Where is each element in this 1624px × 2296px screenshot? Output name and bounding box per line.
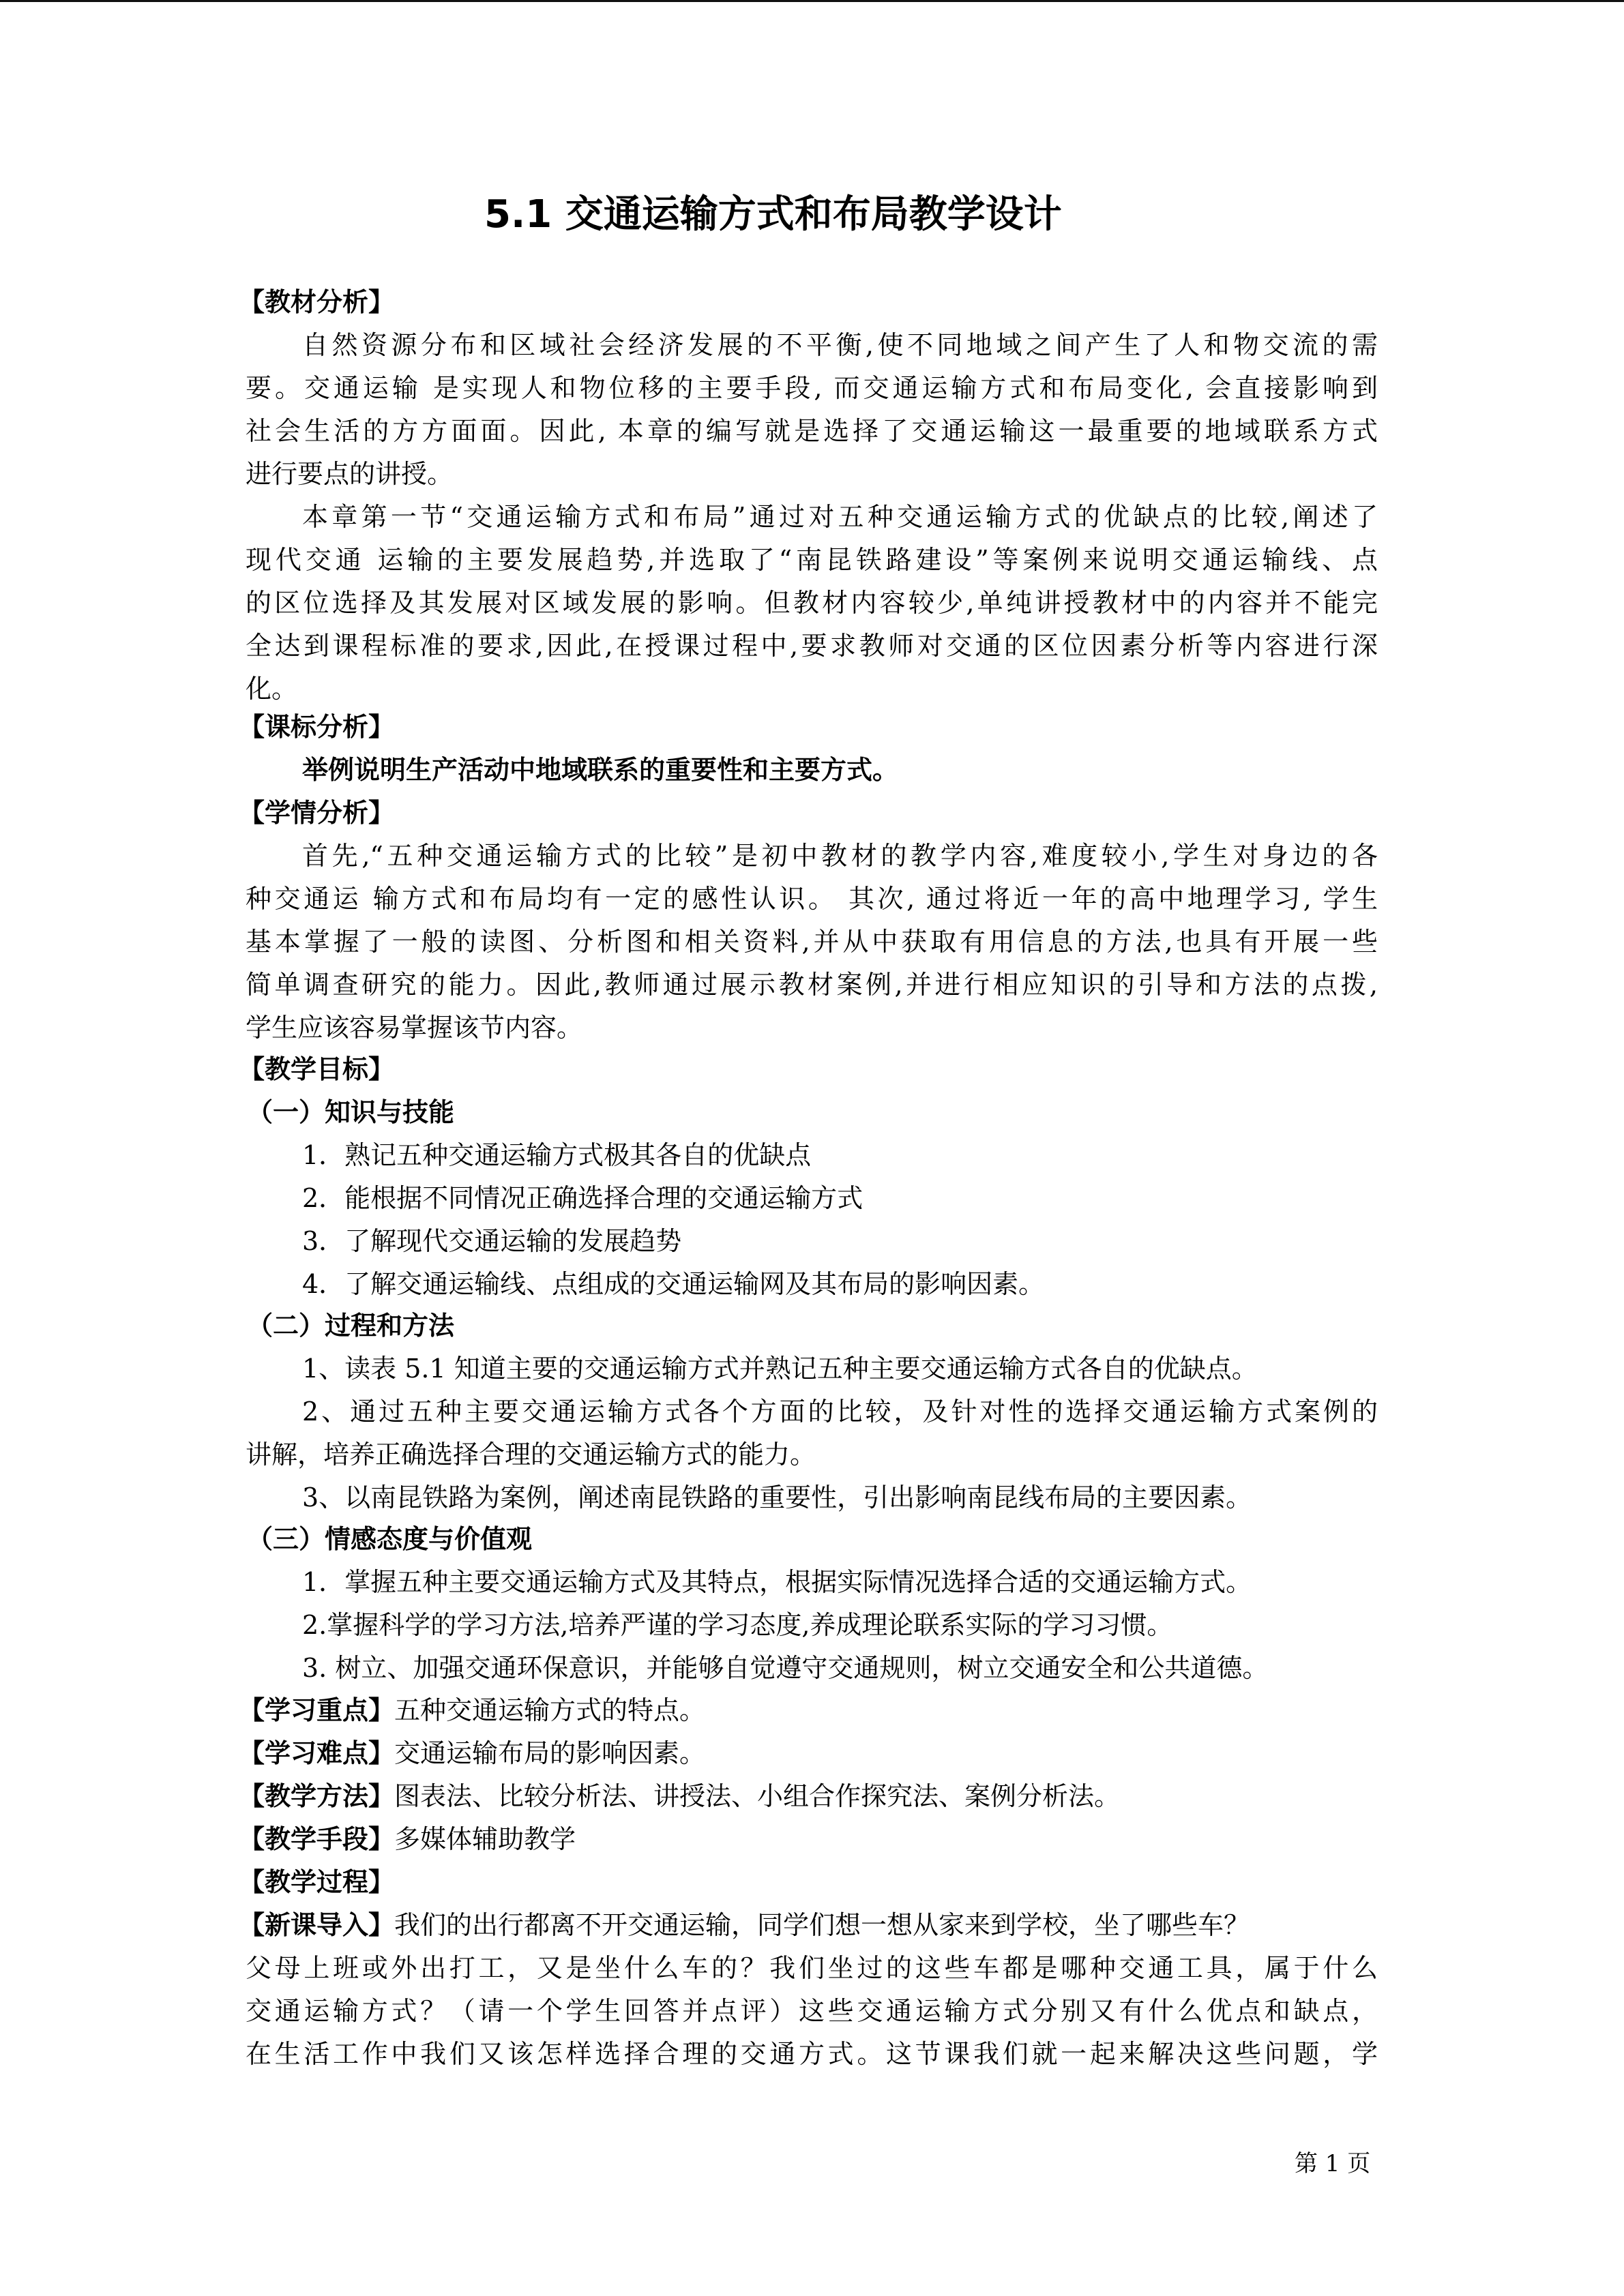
textbook-p2-line-2: 现代交通 运输的主要发展趋势,并选取了“南昆铁路建设”等案例来说明交通运输线、点: [246, 545, 1378, 575]
heading-standard-analysis: 【课标分析】: [239, 712, 395, 742]
difficulty-label: 【学习难点】: [239, 1738, 395, 1768]
heading-teaching-goals: 【教学目标】: [239, 1054, 395, 1084]
textbook-p1-line-2: 要。交通运输 是实现人和物位移的主要手段, 而交通运输方式和布局变化, 会直接影响到: [246, 373, 1378, 403]
methods-label: 【教学方法】: [239, 1781, 395, 1811]
textbook-p2-line-4: 全达到课程标准的要求,因此,在授课过程中,要求教师对交通的区位因素分析等内容进行深: [246, 631, 1378, 661]
methods-text: 图表法、比较分析法、讲授法、小组合作探究法、案例分析法。: [394, 1781, 1121, 1811]
attitude-item-3: 3. 树立、加强交通环保意识，并能够自觉遵守交通规则，树立交通安全和公共道德。: [302, 1653, 1269, 1683]
means-text: 多媒体辅助教学: [394, 1824, 576, 1854]
difficulty-row: [239, 1733, 705, 1774]
intro-line-3: 交通运输方式？（请一个学生回答并点评）这些交通运输方式分别又有什么优点和缺点，: [246, 1996, 1378, 2026]
textbook-p1-line-3: 社会生活的方方面面。因此, 本章的编写就是选择了交通运输这一最重要的地域联系方式: [246, 416, 1378, 446]
textbook-p2-line-5: 化。: [246, 674, 298, 704]
means-row: [239, 1819, 576, 1860]
key-point-text: 五种交通运输方式的特点。: [394, 1695, 706, 1725]
standard-text: 举例说明生产活动中地域联系的重要性和主要方式。: [302, 755, 899, 785]
knowledge-item-4: 4．了解交通运输线、点组成的交通运输网及其布局的影响因素。: [302, 1269, 1045, 1299]
subheading-attitude: （三）情感态度与价值观: [247, 1524, 533, 1554]
difficulty-text: 交通运输布局的影响因素。: [394, 1738, 706, 1768]
attitude-item-2: 2.掌握科学的学习方法,培养严谨的学习态度,养成理论联系实际的学习习惯。: [302, 1610, 1173, 1640]
subheading-knowledge: （一）知识与技能: [247, 1097, 455, 1127]
students-line-3: 基本掌握了一般的读图、分析图和相关资料,并从中获取有用信息的方法,也具有开展一些: [246, 927, 1378, 957]
textbook-p1-line-4: 进行要点的讲授。: [246, 459, 454, 489]
students-line-2: 种交通运 输方式和布局均有一定的感性认识。 其次, 通过将近一年的高中地理学习, 学生: [246, 884, 1378, 914]
intro-line-1-text: 我们的出行都离不开交通运输，同学们想一想从家来到学校，坐了哪些车？: [394, 1910, 1250, 1940]
process-item-3: 3、以南昆铁路为案例，阐述南昆铁路的重要性，引出影响南昆线布局的主要因素。: [302, 1482, 1252, 1512]
knowledge-item-2: 2．能根据不同情况正确选择合理的交通运输方式: [302, 1183, 863, 1213]
textbook-p2-line-3: 的区位选择及其发展对区域发展的影响。但教材内容较少,单纯讲授教材中的内容并不能完: [246, 588, 1378, 618]
page-title: 5.1 交通运输方式和布局教学设计: [484, 192, 1062, 237]
knowledge-item-1: 1．熟记五种交通运输方式极其各自的优缺点: [302, 1140, 812, 1170]
intro-line-1: [239, 1905, 1250, 1945]
key-point-label: 【学习重点】: [239, 1695, 395, 1725]
subheading-process: （二）过程和方法: [247, 1311, 455, 1341]
students-line-5: 学生应该容易掌握该节内容。: [246, 1013, 583, 1043]
textbook-p2-line-1: 本章第一节“交通运输方式和布局”通过对五种交通运输方式的优缺点的比较,阐述了: [302, 502, 1378, 532]
heading-textbook-analysis: 【教材分析】: [239, 287, 395, 317]
intro-label: 【新课导入】: [239, 1910, 395, 1940]
top-border-line: [0, 0, 1624, 2]
process-item-2: 2、通过五种主要交通运输方式各个方面的比较，及针对性的选择交通运输方式案例的: [302, 1397, 1378, 1427]
students-line-4: 简单调查研究的能力。因此,教师通过展示教材案例,并进行相应知识的引导和方法的点拨,: [246, 970, 1378, 1000]
textbook-p1-line-1: 自然资源分布和区域社会经济发展的不平衡,使不同地域之间产生了人和物交流的需: [302, 330, 1378, 360]
students-line-1: 首先,“五种交通运输方式的比较”是初中教材的教学内容,难度较小,学生对身边的各: [302, 841, 1378, 871]
process-item-2-cont: 讲解，培养正确选择合理的交通运输方式的能力。: [246, 1440, 816, 1470]
attitude-item-1: 1．掌握五种主要交通运输方式及其特点，根据实际情况选择合适的交通运输方式。: [302, 1567, 1252, 1597]
process-item-1: 1、读表 5.1 知道主要的交通运输方式并熟记五种主要交通运输方式各自的优缺点。: [302, 1354, 1258, 1384]
methods-row: [239, 1776, 1120, 1817]
means-label: 【教学手段】: [239, 1824, 395, 1854]
knowledge-item-3: 3．了解现代交通运输的发展趋势: [302, 1226, 682, 1256]
key-point-row: [239, 1690, 705, 1731]
intro-line-4: 在生活工作中我们又该怎样选择合理的交通方式。这节课我们就一起来解决这些问题，学: [246, 2039, 1378, 2069]
page-number: 第 1 页: [1295, 2150, 1371, 2177]
heading-teaching-process: 【教学过程】: [239, 1867, 395, 1897]
heading-student-analysis: 【学情分析】: [239, 798, 395, 828]
intro-line-2: 父母上班或外出打工，又是坐什么车的？我们坐过的这些车都是哪种交通工具，属于什么: [246, 1953, 1378, 1983]
